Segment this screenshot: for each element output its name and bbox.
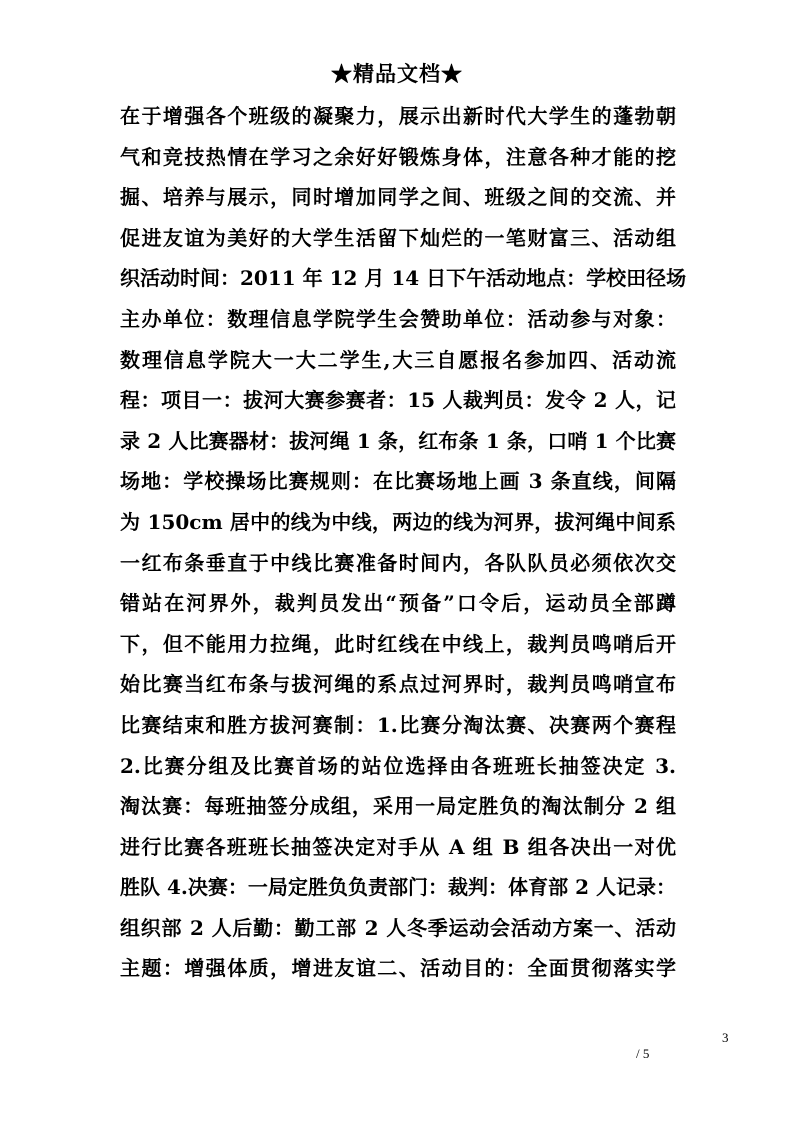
body-line: 为 150cm 居中的线为中线，两边的线为河界，拔河绳中间系: [120, 509, 676, 534]
document-body: [120, 96, 687, 989]
body-line: 错站在河界外，裁判员发出“预备”口令后，运动员全部蹲: [120, 591, 676, 616]
body-line: 始比赛当红布条与拔河绳的系点过河界时，裁判员鸣哨宣布: [120, 672, 676, 697]
body-line: 下，但不能用力拉绳，此时红线在中线上，裁判员鸣哨后开: [120, 631, 676, 656]
body-line: 场地：学校操场比赛规则：在比赛场地上画 3 条直线，间隔: [120, 469, 676, 494]
page-header-title: ★精品文档★: [331, 61, 463, 86]
page-total: / 5: [636, 1046, 650, 1061]
body-line: 录 2 人比赛器材：拔河绳 1 条，红布条 1 条，口哨 1 个比赛: [120, 428, 676, 453]
body-line: 淘汰赛：每班抽签分成组，采用一局定胜负的淘汰制分 2 组: [120, 794, 676, 819]
body-line: 进行比赛各班班长抽签决定对手从 A 组 B 组各决出一对优: [120, 834, 676, 859]
body-line: 主办单位：数理信息学院学生会赞助单位：活动参与对象：: [120, 306, 676, 331]
body-line: 比赛结束和胜方拔河赛制：1.比赛分淘汰赛、决赛两个赛程: [120, 712, 676, 737]
page-number: 3: [722, 1030, 729, 1045]
body-line: 胜队 4.决赛：一局定胜负负责部门：裁判：体育部 2 人记录：: [120, 875, 676, 900]
body-line: 在于增强各个班级的凝聚力，展示出新时代大学生的蓬勃朝: [120, 104, 676, 128]
body-line: 程：项目一：拔河大赛参赛者：15 人裁判员：发令 2 人，记: [120, 388, 676, 413]
body-line: 2.比赛分组及比赛首场的站位选择由各班班长抽签决定 3.: [120, 753, 676, 778]
body-line: 织活动时间：2011 年 12 月 14 日下午活动地点：学校田径场: [120, 266, 687, 291]
body-line: 主题：增强体质，增进友谊二、活动目的：全面贯彻落实学: [120, 956, 676, 981]
body-line: 促进友谊为美好的大学生活留下灿烂的一笔财富三、活动组: [120, 225, 676, 250]
body-line: 数理信息学院大一大二学生,大三自愿报名参加四、活动流: [120, 347, 676, 372]
body-line: 气和竞技热情在学习之余好好锻炼身体，注意各种才能的挖: [120, 144, 676, 169]
body-line: 组织部 2 人后勤：勤工部 2 人冬季运动会活动方案一、活动: [120, 915, 676, 940]
body-line: 掘、培养与展示，同时增加同学之间、班级之间的交流、并: [120, 185, 676, 210]
body-line: 一红布条垂直于中线比赛准备时间内，各队队员必须依次交: [120, 550, 676, 575]
